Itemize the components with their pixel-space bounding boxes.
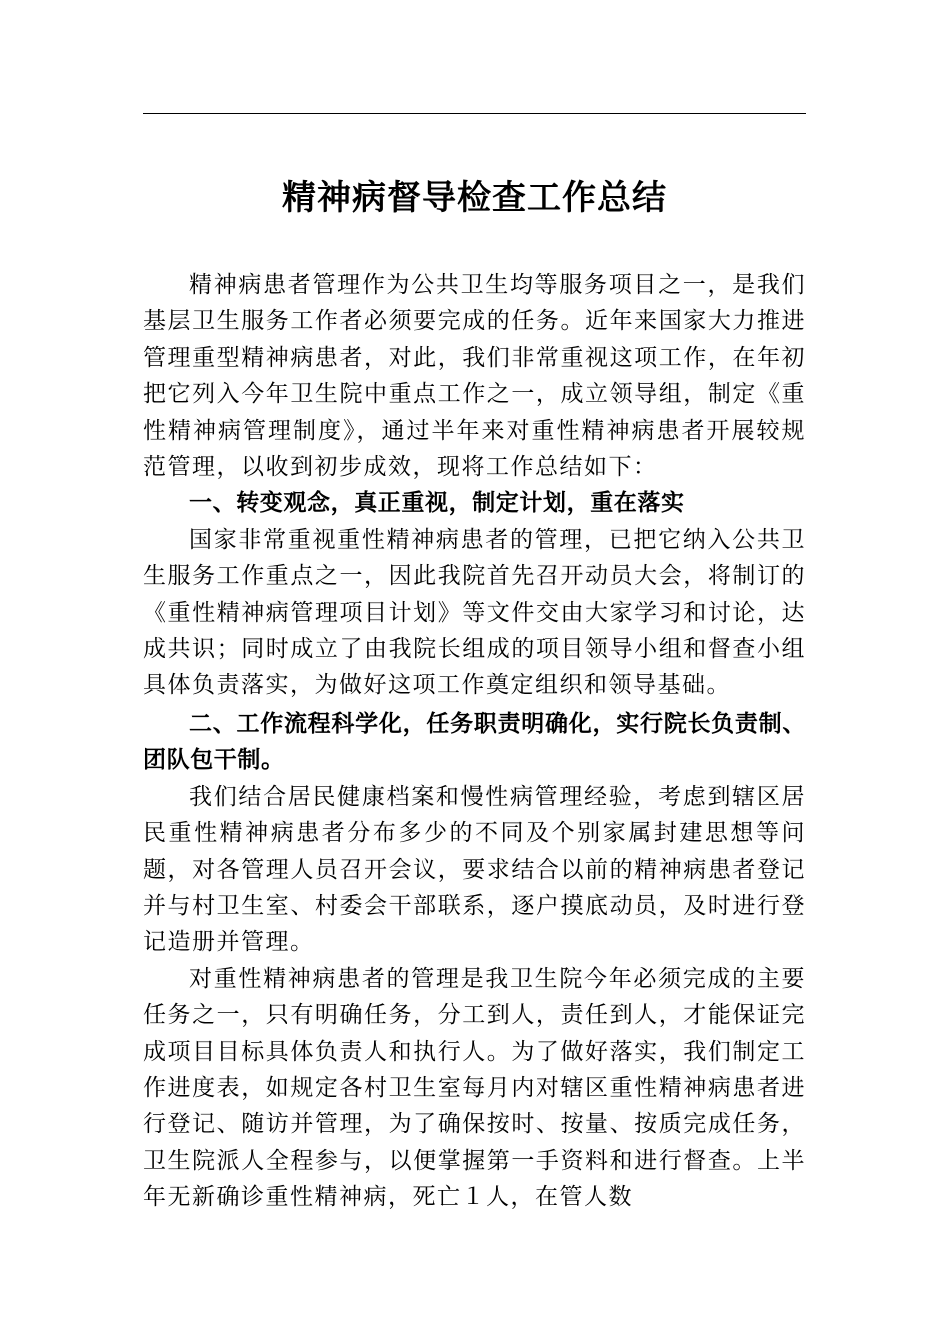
section-heading-1: 一、转变观念，真正重视，制定计划，重在落实	[189, 490, 685, 517]
section-2-paragraph-2: 对重性精神病患者的管理是我卫生院今年必须完成的主要任务之一，只有明确任务，分工到人，责任到人，才能保证完成项目目标具体负责人和执行人。为了做好落实，我们制定工作进度表，如规定各村卫生室每月内对辖区重性精神病患者进行登记、随访并管理，为了确保按时、按量、按质完成任务，卫生院派人全程参与，以便掌握第一手资料和进行督查。上半年无新确诊重性精神病，死亡１人，在管人数	[143, 965, 806, 1211]
document-body	[143, 267, 806, 1216]
section-1-paragraph: 国家非常重视重性精神病患者的管理，已把它纳入公共卫生服务工作重点之一，因此我院首先召开动员大会，将制订的《重性精神病管理项目计划》等文件交由大家学习和讨论，达成共识；同时成立了由我院长组成的项目领导小组和督查小组具体负责落实，为做好这项工作奠定组织和领导基础。	[143, 526, 806, 699]
intro-paragraph: 精神病患者管理作为公共卫生均等服务项目之一，是我们基层卫生服务工作者必须要完成的任务。近年来国家大力推进管理重型精神病患者，对此，我们非常重视这项工作，在年初把它列入今年卫生院中重点工作之一，成立领导组，制定《重性精神病管理制度》，通过半年来对重性精神病患者开展较规范管理，以收到初步成效，现将工作总结如下：	[143, 272, 806, 481]
section-heading-2: 二、工作流程科学化，任务职责明确化，实行院长负责制、团队包干制。	[143, 710, 806, 774]
header-rule	[143, 113, 806, 114]
document-title: 精神病督导检查工作总结	[282, 178, 667, 218]
section-2-paragraph-1: 我们结合居民健康档案和慢性病管理经验，考虑到辖区居民重性精神病患者分布多少的不同及个别家属封建思想等问题，对各管理人员召开会议，要求结合以前的精神病患者登记并与村卫生室、村委会干部联系，逐户摸底动员，及时进行登记造册并管理。	[143, 783, 806, 956]
